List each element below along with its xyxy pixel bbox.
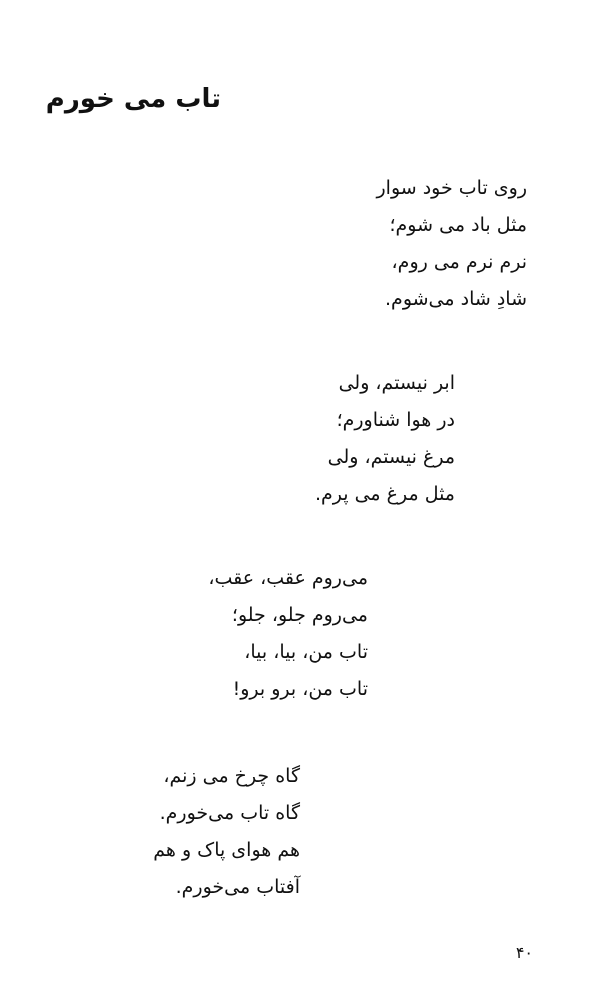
poem-line: هم هوای پاک و هم xyxy=(153,839,300,861)
poem-line: آفتاب می‌خورم. xyxy=(175,876,300,898)
poem-line: نرم نرم می روم، xyxy=(391,251,527,273)
poem-line: شادِ شاد می‌شوم. xyxy=(385,288,527,310)
poem-line: روی تاب خود سوار xyxy=(376,177,527,199)
page-number: ۴۰ xyxy=(515,943,533,962)
poem-line: مثل باد می شوم؛ xyxy=(389,214,527,236)
poem-line: مرغ نیستم، ولی xyxy=(327,446,455,468)
poem-line: گاه تاب می‌خورم. xyxy=(159,802,300,824)
poem-title: تاب می خورم xyxy=(45,84,221,114)
poem-line: می‌روم جلو، جلو؛ xyxy=(231,604,368,626)
poem-line: تاب من، برو برو! xyxy=(232,678,368,700)
poem-line: می‌روم عقب، عقب، xyxy=(208,567,368,589)
poem-line: تاب من، بیا، بیا، xyxy=(244,641,368,663)
stanza-4 xyxy=(153,758,300,906)
poem-line: ابر نیستم، ولی xyxy=(338,372,455,394)
poem-line: مثل مرغ می پرم. xyxy=(314,483,455,505)
poem-line: گاه چرخ می زنم، xyxy=(163,765,300,787)
stanza-1 xyxy=(376,170,527,318)
stanza-3 xyxy=(208,560,368,708)
poem-line: در هوا شناورم؛ xyxy=(336,409,455,431)
stanza-2 xyxy=(315,365,455,513)
